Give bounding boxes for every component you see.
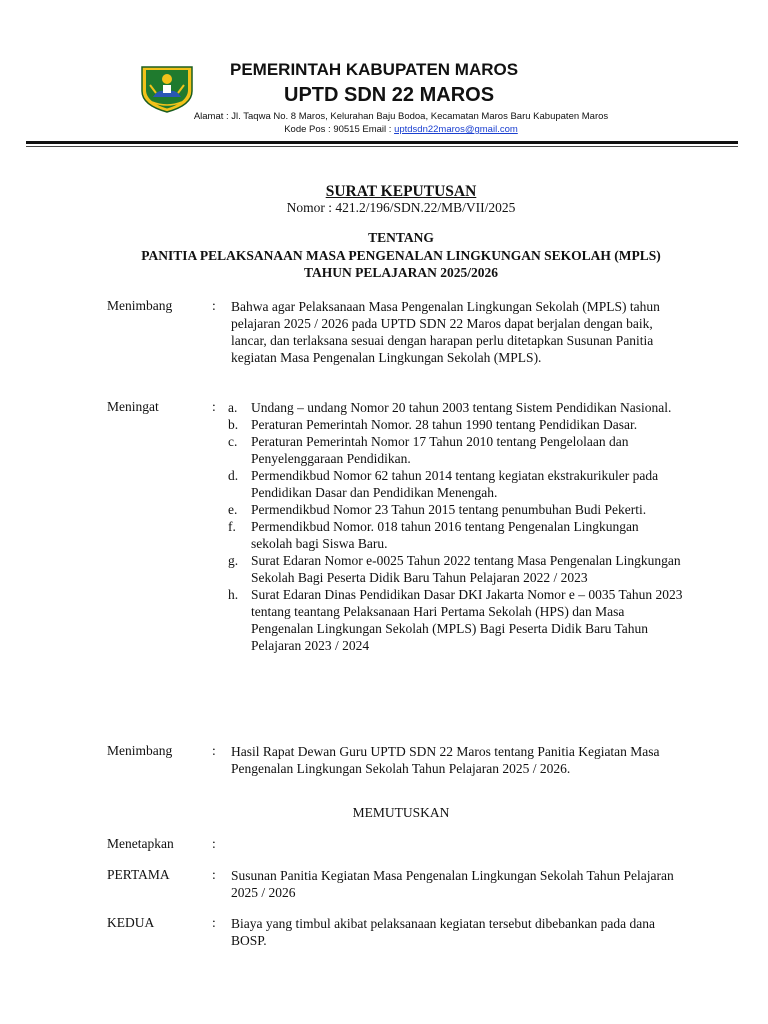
menetapkan-label: Menetapkan bbox=[107, 836, 174, 851]
list-item bbox=[228, 552, 683, 586]
kedua-colon: : bbox=[212, 915, 216, 930]
memutuskan-heading: MEMUTUSKAN bbox=[352, 805, 450, 820]
list-item bbox=[228, 433, 683, 467]
list-item-text: Undang – undang Nomor 20 tahun 2003 tentang Sistem Pendidikan Nasional. bbox=[251, 400, 672, 415]
menimbang-label: Menimbang bbox=[107, 298, 173, 313]
document-title: SURAT KEPUTUSAN bbox=[325, 183, 477, 200]
list-item-text: Surat Edaran Dinas Pendidikan Dasar DKI Jakarta Nomor e – 0035 Tahun 2023 tentang teantang Pelaksanaan Hari Pertama Sekolah (HPS) dan Masa Pengenalan Lingkungan Sekolah (MPLS) Bagi Peserta Didik Baru Tahun Pelajaran 2023 / 2024 bbox=[251, 587, 683, 653]
list-marker: b. bbox=[228, 417, 239, 432]
letterhead-rule-thick bbox=[26, 141, 738, 144]
kedua-text: Biaya yang timbul akibat pelaksanaan kegiatan tersebut dibebankan pada dana BOSP. bbox=[231, 916, 655, 948]
menimbang-text: Bahwa agar Pelaksanaan Masa Pengenalan Lingkungan Sekolah (MPLS) tahun pelajaran 2025 / 2026 pada UPTD SDN 22 Maros dapat berjalan dengan baik, lancar, dan terlaksana sesuai dengan harapan perlu ditetapkan Susunan Panitia kegiatan Masa Pengenalan Lingkungan Sekolah (MPLS). bbox=[231, 299, 660, 365]
list-item-text: Permendikbud Nomor 62 tahun 2014 tentang kegiatan ekstrakurikuler pada Pendidikan Dasar dan Pendidikan Menengah. bbox=[251, 468, 659, 500]
subject-line-2: TAHUN PELAJARAN 2025/2026 bbox=[303, 265, 498, 280]
mengingat-label: Meningat bbox=[107, 399, 159, 414]
menimbang-2-label: Menimbang bbox=[107, 743, 173, 758]
list-item-text: Peraturan Pemerintah Nomor. 28 tahun 1990 tentang Pendidikan Dasar. bbox=[251, 417, 638, 432]
list-marker: f. bbox=[228, 519, 236, 534]
list-item-text: Surat Edaran Nomor e-0025 Tahun 2022 tentang Masa Pengenalan Lingkungan Sekolah Bagi Peserta Didik Baru Tahun Pelajaran 2022 / 2023 bbox=[251, 553, 681, 585]
list-marker: g. bbox=[228, 553, 239, 568]
letterhead-rule-thin bbox=[26, 146, 738, 147]
menimbang-2-colon: : bbox=[212, 743, 216, 758]
menimbang-2-text: Hasil Rapat Dewan Guru UPTD SDN 22 Maros tentang Panitia Kegiatan Masa Pengenalan Lingkungan Sekolah Tahun Pelajaran 2025 / 2026. bbox=[231, 744, 660, 776]
mengingat-list bbox=[228, 399, 683, 654]
pertama-label: PERTAMA bbox=[107, 867, 170, 882]
school-name: UPTD SDN 22 MAROS bbox=[284, 84, 495, 106]
list-item-text: Permendikbud Nomor 23 Tahun 2015 tentang penumbuhan Budi Pekerti. bbox=[251, 502, 647, 517]
list-item bbox=[228, 518, 683, 552]
kedua-label: KEDUA bbox=[107, 915, 155, 930]
list-item-text: Permendikbud Nomor. 018 tahun 2016 tentang Pengenalan Lingkungan sekolah bagi Siswa Baru. bbox=[251, 519, 639, 551]
list-marker: e. bbox=[228, 502, 238, 517]
list-item bbox=[228, 586, 683, 654]
document-number: Nomor : 421.2/196/SDN.22/MB/VII/2025 bbox=[286, 200, 516, 215]
list-marker: d. bbox=[228, 468, 239, 483]
mengingat-colon: : bbox=[212, 399, 216, 414]
list-marker: c. bbox=[228, 434, 238, 449]
about-heading: TENTANG bbox=[368, 230, 434, 245]
list-item bbox=[228, 416, 683, 433]
address-line: Alamat : Jl. Taqwa No. 8 Maros, Kelurahan Baju Bodoa, Kecamatan Maros Baru Kabupaten Maros bbox=[193, 111, 609, 122]
email-link[interactable]: uptdsdn22maros@gmail.com bbox=[394, 124, 518, 135]
list-marker: h. bbox=[228, 587, 239, 602]
list-item bbox=[228, 467, 683, 501]
menimbang-colon: : bbox=[212, 298, 216, 313]
list-marker: a. bbox=[228, 400, 238, 415]
government-name: PEMERINTAH KABUPATEN MAROS bbox=[230, 60, 519, 79]
postal-email-line bbox=[0, 124, 768, 135]
list-item bbox=[228, 501, 683, 518]
list-item-text: Peraturan Pemerintah Nomor 17 Tahun 2010 tentang Pengelolaan dan Penyelenggaraan Pendidikan. bbox=[251, 434, 629, 466]
pertama-text: Susunan Panitia Kegiatan Masa Pengenalan Lingkungan Sekolah Tahun Pelajaran 2025 / 2026 bbox=[231, 868, 674, 900]
list-item bbox=[228, 399, 683, 416]
maros-regency-crest-icon bbox=[138, 63, 196, 113]
subject-line-1: PANITIA PELAKSANAAN MASA PENGENALAN LINGKUNGAN SEKOLAH (MPLS) bbox=[141, 248, 661, 263]
menetapkan-colon: : bbox=[212, 836, 216, 851]
pertama-colon: : bbox=[212, 867, 216, 882]
postal-code-label: Kode Pos : 90515 Email : bbox=[284, 124, 395, 135]
